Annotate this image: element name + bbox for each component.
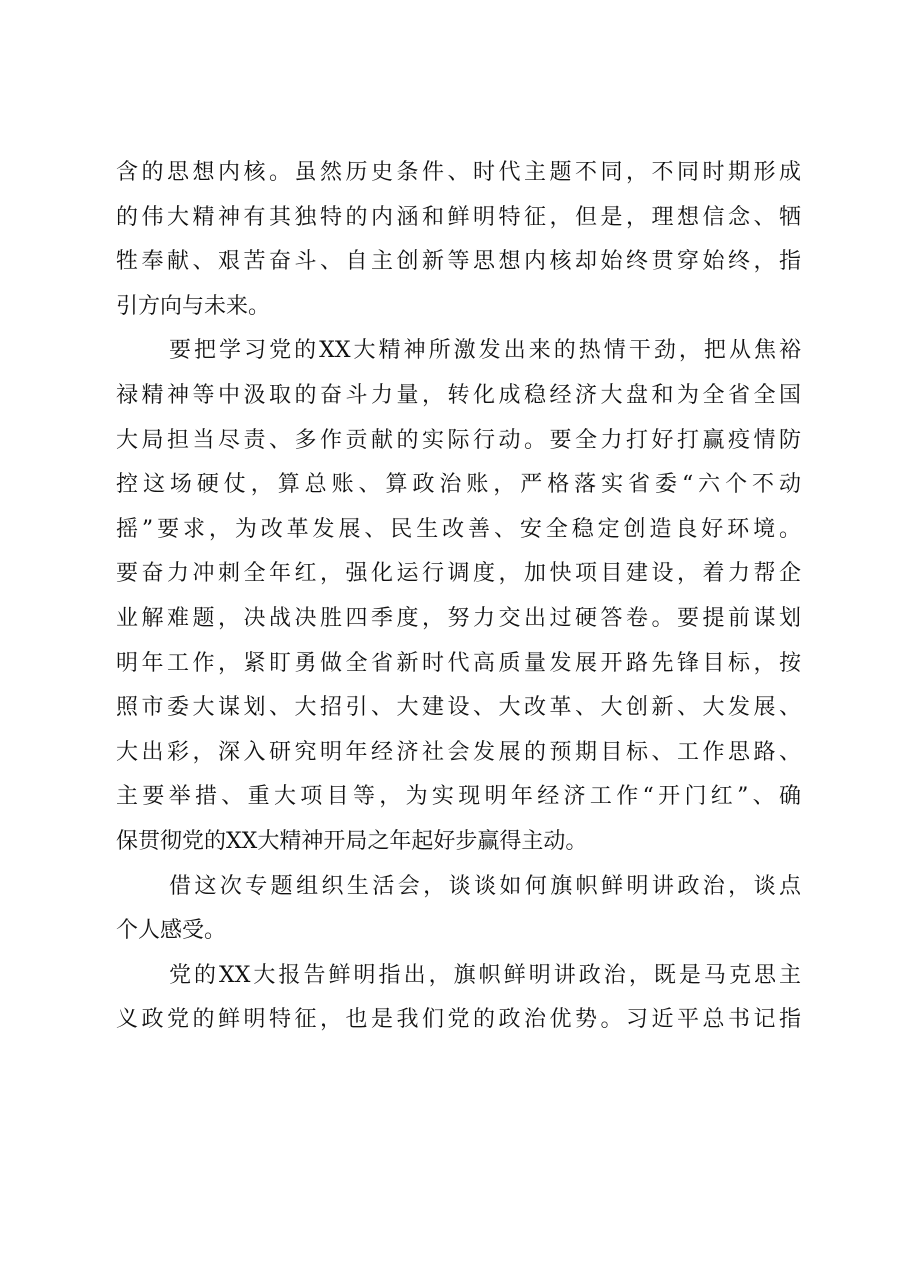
text-line: 摇”要求，为改革发展、民生改善、安全稳定创造良好环境。 <box>116 516 801 542</box>
text-line: 禄精神等中汲取的奋斗力量，转化成稳经济大盘和为全省全国 <box>116 382 801 408</box>
document-body <box>116 151 801 1043</box>
text-line: 主要举措、重大项目等，为实现明年经济工作“开门红”、确 <box>116 784 801 810</box>
text-line: 党的XX大报告鲜明指出，旗帜鲜明讲政治，既是马克思主 <box>169 962 801 988</box>
text-line: 业解难题，决战决胜四季度，努力交出过硬答卷。要提前谋划 <box>116 605 801 631</box>
text-line: 明年工作，紧盯勇做全省新时代高质量发展开路先锋目标，按 <box>116 650 801 676</box>
text-line: 大出彩，深入研究明年经济社会发展的预期目标、工作思路、 <box>116 739 801 765</box>
text-line: 的伟大精神有其独特的内涵和鲜明特征，但是，理想信念、牺 <box>116 204 801 230</box>
text-line: 照市委大谋划、大招引、大建设、大改革、大创新、大发展、 <box>116 695 801 721</box>
text-line: 保贯彻党的XX大精神开局之年起好步赢得主动。 <box>116 828 588 854</box>
text-line: 牲奉献、艰苦奋斗、自主创新等思想内核却始终贯穿始终，指 <box>116 249 801 275</box>
paragraph-1 <box>116 151 801 329</box>
text-line: 义政党的鲜明特征，也是我们党的政治优势。习近平总书记指 <box>116 1007 801 1033</box>
text-line: 借这次专题组织生活会，谈谈如何旗帜鲜明讲政治，谈点 <box>169 873 801 899</box>
paragraph-2 <box>116 329 801 864</box>
paragraph-4 <box>116 954 801 1043</box>
text-line: 控这场硬仗，算总账、算政治账，严格落实省委“六个不动 <box>116 472 801 498</box>
text-line: 大局担当尽责、多作贡献的实际行动。要全力打好打赢疫情防 <box>116 427 801 453</box>
text-line: 引方向与未来。 <box>116 293 271 319</box>
text-line: 要把学习党的XX大精神所激发出来的热情干劲，把从焦裕 <box>169 338 801 364</box>
paragraph-3 <box>116 865 801 954</box>
text-line: 个人感受。 <box>116 918 227 944</box>
text-line: 要奋力冲刺全年红，强化运行调度，加快项目建设，着力帮企 <box>116 561 801 587</box>
text-line: 含的思想内核。虽然历史条件、时代主题不同，不同时期形成 <box>116 160 801 185</box>
